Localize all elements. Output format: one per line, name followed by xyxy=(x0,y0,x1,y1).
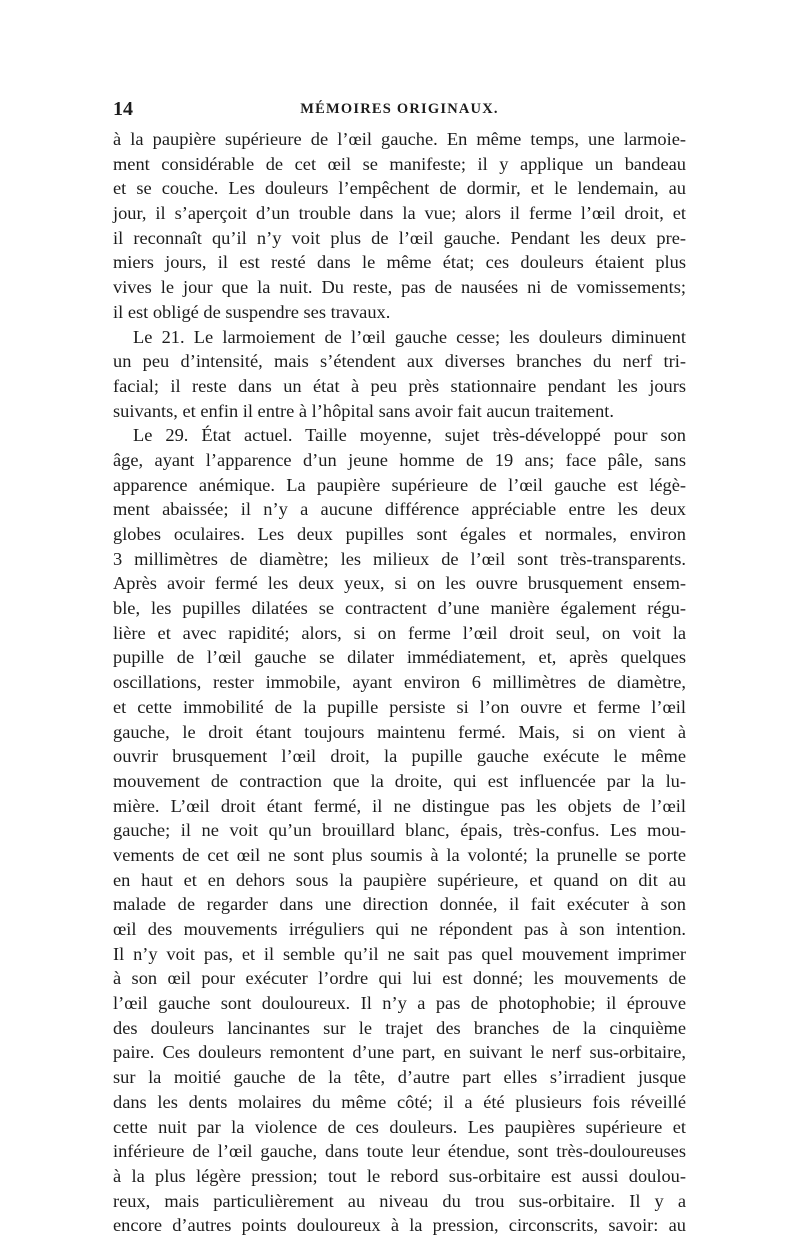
text-line: Après avoir fermé les deux yeux, si on les ouvre brusquement ensem- xyxy=(113,573,686,594)
text-line: pupille de l’œil gauche se dilater immédiatement, et, après quelques xyxy=(113,647,686,668)
text-line: miers jours, il est resté dans le même état; ces douleurs étaient plus xyxy=(113,252,686,273)
text-line: œil des mouvements irréguliers qui ne répondent pas à son intention. xyxy=(113,919,686,939)
text-line: et se couche. Les douleurs l’empêchent de dormir, et le lendemain, au xyxy=(113,178,686,199)
text-line: oscillations, rester immobile, ayant environ 6 millimètres de diamètre, xyxy=(113,672,686,693)
text-line: apparence anémique. La paupière supérieure de l’œil gauche est légè- xyxy=(113,474,686,495)
text-line: à la plus légère pression; tout le rebord sus-orbitaire est aussi doulou- xyxy=(113,1165,686,1186)
text-line: l’œil gauche sont douloureux. Il n’y a pas de photophobie; il éprouve xyxy=(113,993,686,1014)
running-title: MÉMOIRES ORIGINAUX. xyxy=(300,101,499,117)
text-line: sur la moitié gauche de la tête, d’autre part elles s’irradient jusque xyxy=(113,1067,686,1088)
text-line: Le 29. État actuel. Taille moyenne, sujet très-développé pour son xyxy=(133,425,686,446)
text-line: encore d’autres points douloureux à la pression, circonscrits, savoir: au xyxy=(113,1215,686,1236)
text-line: ble, les pupilles dilatées se contractent d’une manière également régu- xyxy=(113,598,686,619)
text-line: Il n’y voit pas, et il semble qu’il ne sait pas quel mouvement imprimer xyxy=(113,943,686,964)
text-line: ouvrir brusquement l’œil droit, la pupille gauche exécute le même xyxy=(113,746,686,767)
text-line: vives le jour que la nuit. Du reste, pas de nausées ni de vomissements; xyxy=(113,277,686,298)
text-line: il est obligé de suspendre ses travaux. xyxy=(113,301,391,322)
text-line: paire. Ces douleurs remontent d’une part, en suivant le nerf sus-orbitaire, xyxy=(113,1042,686,1063)
text-line: il reconnaît qu’il n’y voit plus de l’œil gauche. Pendant les deux pre- xyxy=(113,227,686,248)
text-line: un peu d’intensité, mais s’étendent aux diverses branches du nerf tri- xyxy=(113,351,686,372)
text-line: reux, mais particulièrement au niveau du trou sus-orbitaire. Il y a xyxy=(113,1190,686,1211)
text-line: à son œil pour exécuter l’ordre qui lui est donné; les mouvements de xyxy=(113,968,686,989)
book-page xyxy=(113,96,686,1238)
text-line: mouvement de contraction que la droite, qui est influencée par la lu- xyxy=(113,770,686,791)
text-line: 3 millimètres de diamètre; les milieux de l’œil sont très-transparents. xyxy=(113,548,686,569)
text-line: des douleurs lancinantes sur le trajet des branches de la cinquième xyxy=(113,1017,686,1038)
text-line: inférieure de l’œil gauche, dans toute leur étendue, sont très-douloureuses xyxy=(113,1141,686,1162)
text-line: ment abaissée; il n’y a aucune différence appréciable entre les deux xyxy=(113,499,686,520)
text-line: ment considérable de cet œil se manifeste; il y applique un bandeau xyxy=(113,153,686,174)
text-line: et cette immobilité de la pupille persiste si l’on ouvre et ferme l’œil xyxy=(113,696,686,717)
page-number: 14 xyxy=(113,98,133,120)
running-head xyxy=(113,96,686,122)
text-line: gauche, le droit étant toujours maintenu fermé. Mais, si on vient à xyxy=(113,721,686,742)
text-line: jour, il s’aperçoit d’un trouble dans la vue; alors il ferme l’œil droit, et xyxy=(113,203,686,224)
text-line: malade de regarder dans une direction donnée, il fait exécuter à son xyxy=(113,894,686,915)
text-line: vements de cet œil ne sont plus soumis à la volonté; la prunelle se porte xyxy=(113,844,686,865)
text-line: lière et avec rapidité; alors, si on ferme l’œil droit seul, on voit la xyxy=(113,622,686,643)
text-line: facial; il reste dans un état à peu près stationnaire pendant les jours xyxy=(113,375,686,396)
text-line: dans les dents molaires du même côté; il a été plusieurs fois réveillé xyxy=(113,1091,686,1112)
text-line: gauche; il ne voit qu’un brouillard blanc, épais, très-confus. Les mou- xyxy=(113,820,686,841)
text-line: en haut et en dehors sous la paupière supérieure, et quand on dit au xyxy=(113,869,686,890)
text-line: globes oculaires. Les deux pupilles sont égales et normales, environ xyxy=(113,524,686,544)
body-text xyxy=(113,127,686,1238)
text-line: cette nuit par la violence de ces douleurs. Les paupières supérieure et xyxy=(113,1116,686,1137)
text-line: âge, ayant l’apparence d’un jeune homme de 19 ans; face pâle, sans xyxy=(113,449,686,470)
text-line: suivants, et enfin il entre à l’hôpital sans avoir fait aucun traitement. xyxy=(113,400,614,421)
text-line: mière. L’œil droit étant fermé, il ne distingue pas les objets de l’œil xyxy=(113,795,686,816)
text-line: à la paupière supérieure de l’œil gauche. En même temps, une larmoie- xyxy=(113,129,686,149)
text-line: Le 21. Le larmoiement de l’œil gauche cesse; les douleurs diminuent xyxy=(133,326,686,347)
